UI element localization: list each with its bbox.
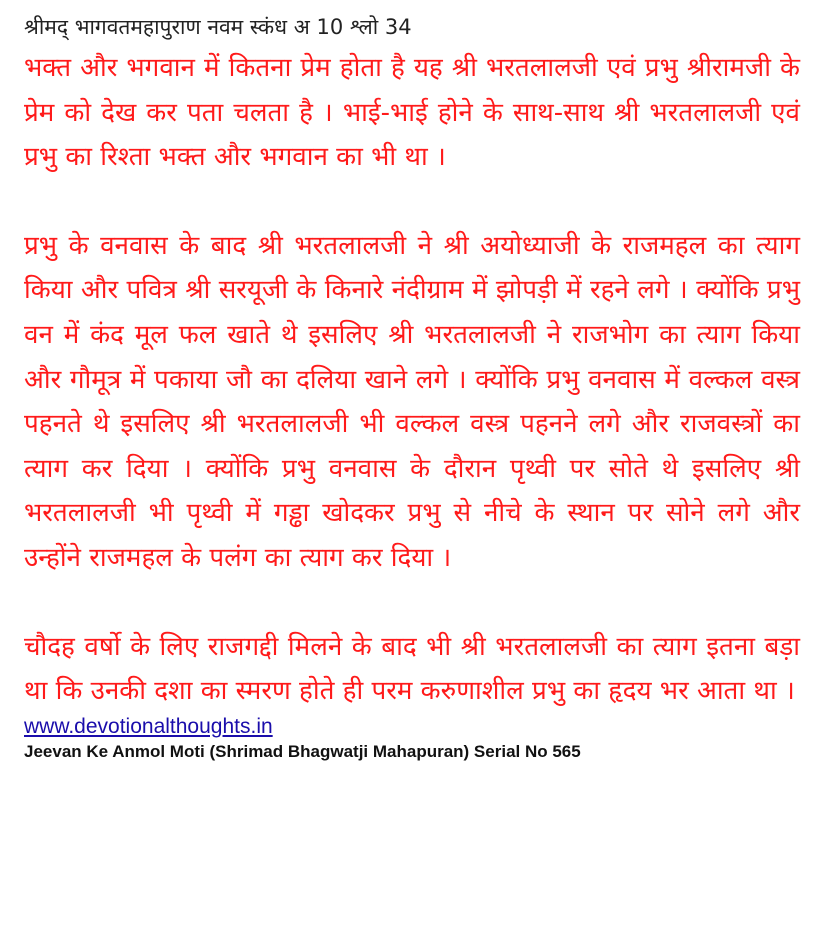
- website-link[interactable]: www.devotionalthoughts.in: [24, 714, 273, 738]
- series-footer: Jeevan Ke Anmol Moti (Shrimad Bhagwatji Mahapuran) Serial No 565: [24, 741, 581, 761]
- paragraph-2: प्रभु के वनवास के बाद श्री भरतलालजी ने श्री अयोध्याजी के राजमहल का त्याग किया और पवित्र श्री सरयूजी के किनारे नंदीग्राम में झोपड़ी में रहने लगे । क्योंकि प्रभु वन में कंद मूल फल खाते थे इसलिए श्री भरतलालजी ने राजभोग का त्याग किया और गौमूत्र में पकाया जौ का दलिया खाने लगे । क्योंकि प्रभु वनवास में वल्कल वस्त्र पहनते थे इसलिए श्री भरतलालजी भी वल्कल वस्त्र पहनने लगे और राजवस्त्रों का त्याग कर दिया । क्योंकि प्रभु वनवास के दौरान पृथ्वी पर सोते थे इसलिए श्री भरतलालजी भी पृथ्वी में गड्ढा खोदकर प्रभु से नीचे के स्थान पर सोने लगे और उन्होंने राजमहल के पलंग का त्याग कर दिया ।: [24, 230, 800, 573]
- document-page: [24, 8, 800, 764]
- paragraph-1: भक्त और भगवान में कितना प्रेम होता है यह श्री भरतलालजी एवं प्रभु श्रीरामजी के प्रेम को देख कर पता चलता है । भाई-भाई होने के साथ-साथ श्री भरतलालजी एवं प्रभु का रिश्ता भक्त और भगवान का भी था ।: [24, 53, 800, 173]
- scripture-reference-heading: श्रीमद् भागवतमहापुराण नवम स्कंध अ 10 श्लो 34: [24, 15, 412, 39]
- paragraph-3: चौदह वर्षो के लिए राजगद्दी मिलने के बाद भी श्री भरतलालजी का त्याग इतना बड़ा था कि उनकी दशा का स्मरण होते ही परम करुणाशील प्रभु का हृदय भर आता था ।: [24, 631, 800, 707]
